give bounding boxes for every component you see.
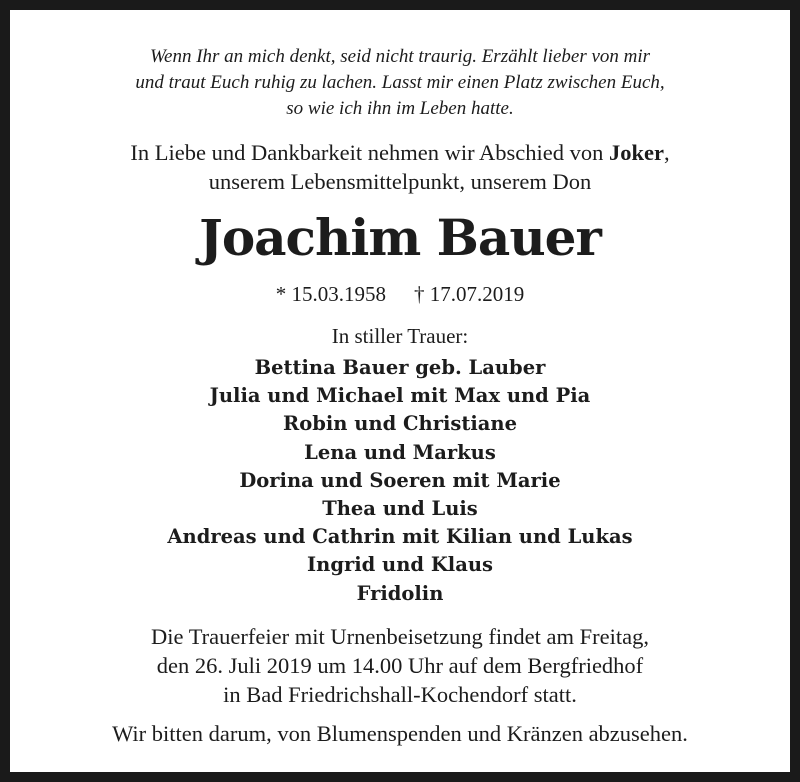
mourner: Dorina und Soeren mit Marie <box>239 468 561 492</box>
mourning-label: In stiller Trauer: <box>331 324 469 348</box>
intro-text: In Liebe und Dankbarkeit nehmen wir Abschied von <box>130 140 609 165</box>
intro-line-1 <box>10 138 790 167</box>
mourner: Fridolin <box>356 581 444 605</box>
intro-line-2: unserem Lebensmittelpunkt, unserem Don <box>208 169 592 194</box>
poem-line: Wenn Ihr an mich denkt, seid nicht traurig. Erzählt lieber von mir <box>149 46 651 67</box>
mourners-list <box>10 354 790 608</box>
farewell-intro <box>10 138 790 196</box>
ceremony-line: Die Trauerfeier mit Urnenbeisetzung findet am Freitag, <box>151 624 649 649</box>
death-date: † 17.07.2019 <box>414 282 525 306</box>
intro-comma: , <box>664 140 670 165</box>
nickname: Joker <box>609 140 664 165</box>
poem-line: so wie ich ihn im Leben hatte. <box>286 98 514 119</box>
mourner: Lena und Markus <box>304 440 496 464</box>
deceased-name: Joachim Bauer <box>199 208 601 267</box>
poem-line: und traut Euch ruhig zu lachen. Lasst mir einen Platz zwischen Euch, <box>135 72 665 93</box>
flowers-request: Wir bitten darum, von Blumenspenden und Kränzen abzusehen. <box>112 721 688 746</box>
ceremony-line: den 26. Juli 2019 um 14.00 Uhr auf dem Bergfriedhof <box>156 653 644 678</box>
mourner: Robin und Christiane <box>283 412 517 436</box>
ceremony-details <box>10 622 790 709</box>
memorial-poem <box>10 44 790 122</box>
mourner: Julia und Michael mit Max und Pia <box>209 384 591 408</box>
mourner: Thea und Luis <box>322 497 478 521</box>
mourner: Andreas und Cathrin mit Kilian und Lukas <box>167 525 633 549</box>
mourner: Bettina Bauer geb. Lauber <box>254 356 546 379</box>
life-dates <box>10 280 790 308</box>
birth-date: * 15.03.1958 <box>275 282 386 306</box>
ceremony-line: in Bad Friedrichshall-Kochendorf statt. <box>223 682 577 707</box>
mourner: Ingrid und Klaus <box>307 553 493 577</box>
